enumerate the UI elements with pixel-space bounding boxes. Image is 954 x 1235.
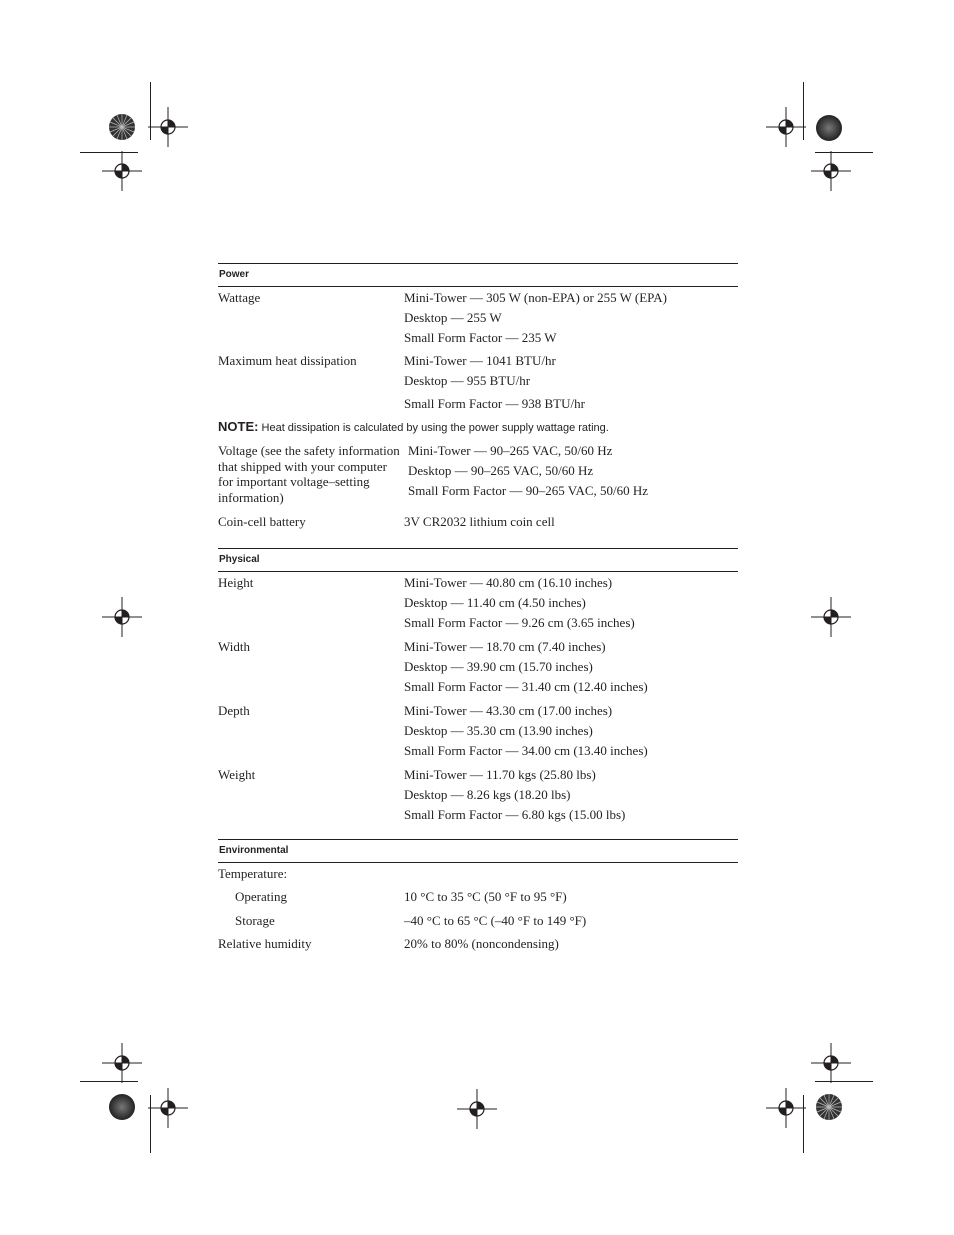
starburst-bottom-right [815,1093,843,1121]
voltage-label: Voltage (see the safety information that shipped with your computer for important voltage–setting information) [218,443,400,505]
heat-dissipation-label: Maximum heat dissipation [218,353,357,368]
width-row [218,639,738,699]
wattage-row [218,290,738,350]
registration-target-middle-right [811,597,851,637]
width-label: Width [218,639,250,654]
registration-target-bottom-right-a [811,1043,851,1083]
registration-target-bottom-right-b [766,1088,806,1128]
power-heading: Power [218,263,738,287]
voltage-value: Mini-Tower — 90–265 VAC, 50/60 Hz [408,443,613,458]
storage-row [218,913,738,936]
note-label: NOTE: [218,419,259,434]
voltage-value: Desktop — 90–265 VAC, 50/60 Hz [408,463,594,478]
weight-label: Weight [218,767,256,782]
registration-target-middle-left [102,597,142,637]
heat-note [218,420,738,435]
width-value: Mini-Tower — 18.70 cm (7.40 inches) [404,639,606,654]
operating-value: 10 °C to 35 °C (50 °F to 95 °F) [404,889,567,904]
registration-target-top-right-a [766,107,806,147]
physical-section [218,548,738,827]
physical-heading: Physical [218,548,738,572]
halftone-dot-top-right [815,114,843,142]
registration-target-top-right-b [811,151,851,191]
depth-value: Mini-Tower — 43.30 cm (17.00 inches) [404,703,613,718]
crop-mark [80,1081,138,1082]
heat-dissipation-value: Desktop — 955 BTU/hr [404,373,531,388]
height-row [218,575,738,635]
wattage-label: Wattage [218,290,261,305]
height-value: Mini-Tower — 40.80 cm (16.10 inches) [404,575,613,590]
width-value: Small Form Factor — 31.40 cm (12.40 inches) [404,679,648,694]
registration-target-bottom-left-a [102,1043,142,1083]
crop-mark [803,1095,804,1153]
registration-target-top-left-b [102,151,142,191]
battery-value: 3V CR2032 lithium coin cell [404,514,555,529]
height-value: Small Form Factor — 9.26 cm (3.65 inches) [404,615,635,630]
height-label: Height [218,575,254,590]
storage-value: –40 °C to 65 °C (–40 °F to 149 °F) [404,913,587,928]
temperature-label: Temperature: [218,866,288,881]
operating-label: Operating [235,889,287,904]
note-text: Heat dissipation is calculated by using the power supply wattage rating. [261,422,609,434]
operating-row [218,889,738,913]
heat-dissipation-value: Small Form Factor — 938 BTU/hr [404,396,585,411]
crop-mark [80,152,138,153]
weight-row [218,767,738,827]
registration-target-bottom-center [457,1089,497,1129]
height-value: Desktop — 11.40 cm (4.50 inches) [404,595,586,610]
humidity-label: Relative humidity [218,936,312,951]
voltage-row [218,443,738,505]
environmental-section [218,839,738,956]
crop-mark [815,1081,873,1082]
registration-target-bottom-left-b [148,1088,188,1128]
wattage-value: Desktop — 255 W [404,310,502,325]
crop-mark [815,152,873,153]
starburst-top-left [108,113,136,141]
storage-label: Storage [235,913,275,928]
battery-label: Coin-cell battery [218,514,306,529]
humidity-value: 20% to 80% (noncondensing) [404,936,559,951]
environmental-heading: Environmental [218,839,738,863]
registration-target-top-left-a [148,107,188,147]
depth-value: Small Form Factor — 34.00 cm (13.40 inches) [404,743,648,758]
temperature-row [218,866,738,889]
halftone-dot-bottom-left [108,1093,136,1121]
width-value: Desktop — 39.90 cm (15.70 inches) [404,659,593,674]
depth-row [218,703,738,763]
weight-value: Small Form Factor — 6.80 kgs (15.00 lbs) [404,807,626,822]
power-section [218,263,738,534]
weight-value: Mini-Tower — 11.70 kgs (25.80 lbs) [404,767,596,782]
wattage-value: Small Form Factor — 235 W [404,330,557,345]
crop-mark [803,82,804,140]
weight-value: Desktop — 8.26 kgs (18.20 lbs) [404,787,571,802]
crop-mark [150,1095,151,1153]
crop-mark [150,82,151,140]
voltage-value: Small Form Factor — 90–265 VAC, 50/60 Hz [408,483,649,498]
heat-dissipation-value: Mini-Tower — 1041 BTU/hr [404,353,556,368]
battery-row [218,514,738,534]
depth-value: Desktop — 35.30 cm (13.90 inches) [404,723,593,738]
heat-dissipation-row [218,353,738,416]
wattage-value: Mini-Tower — 305 W (non-EPA) or 255 W (EPA) [404,290,667,305]
depth-label: Depth [218,703,250,718]
humidity-row [218,936,738,956]
